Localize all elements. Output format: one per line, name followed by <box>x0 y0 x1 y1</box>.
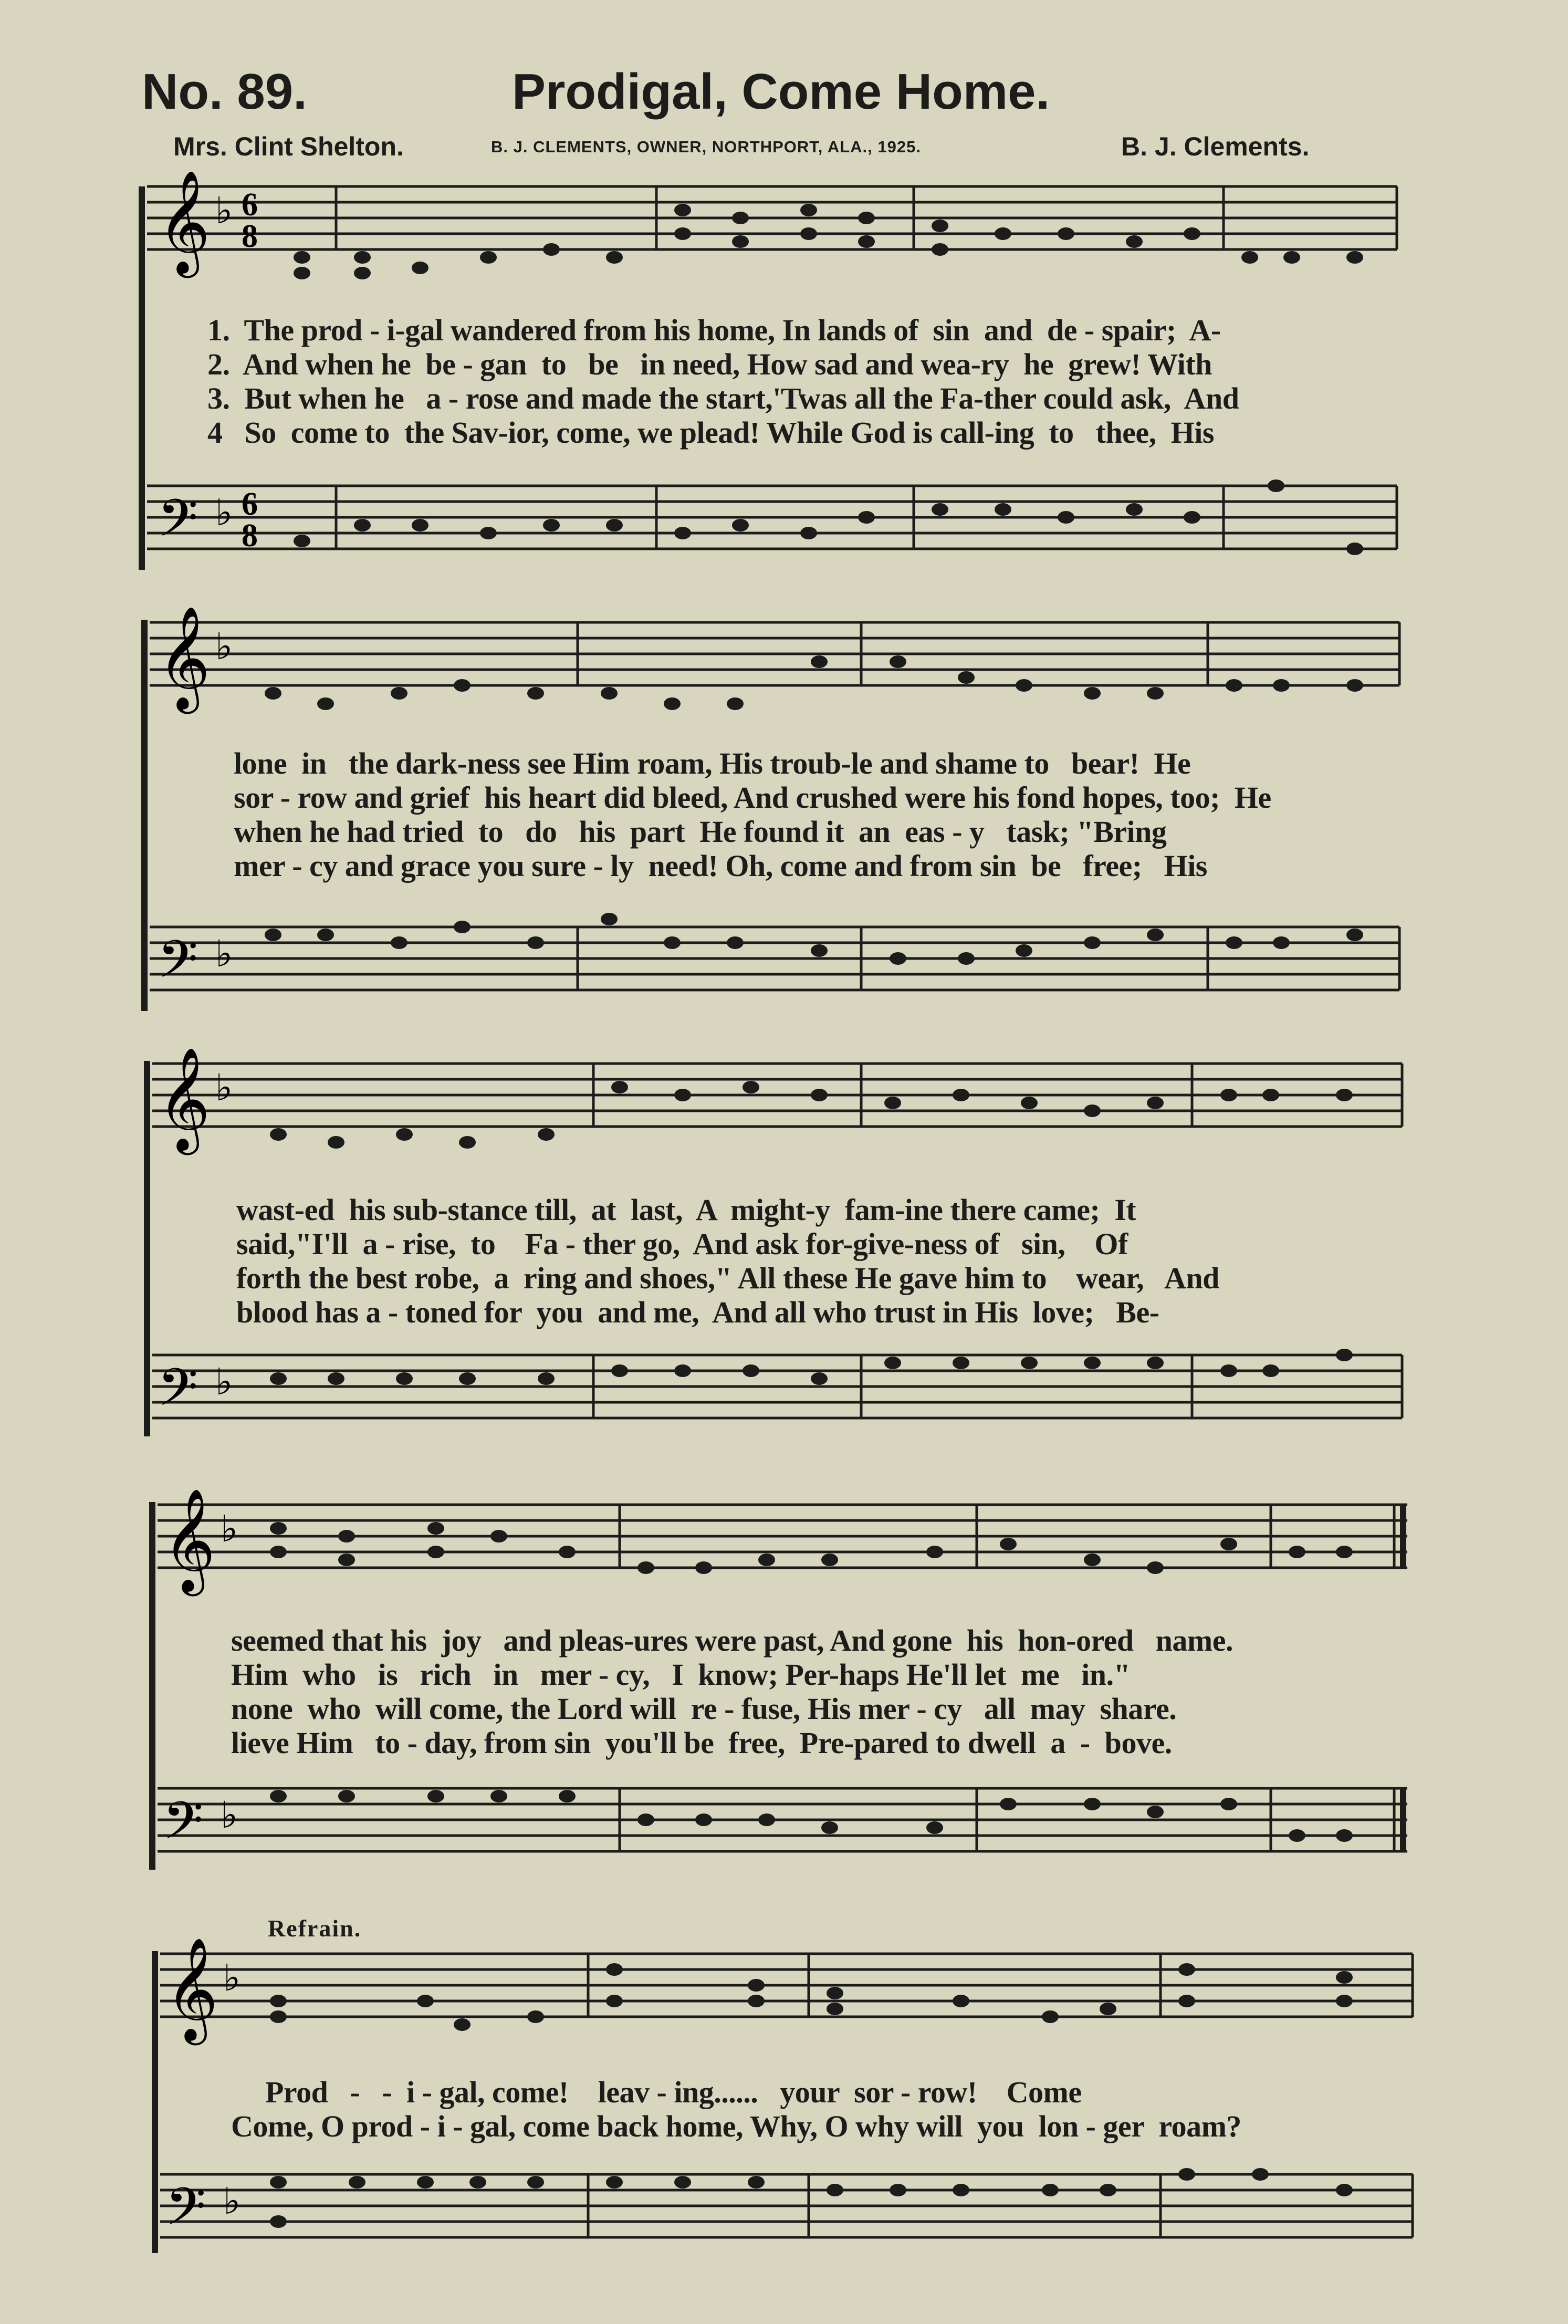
lyric-line: 2. And when he be - gan to be in need, How sad and wea-ry he grew! With <box>207 347 1212 381</box>
svg-text:♭: ♭ <box>215 627 233 668</box>
hymn-number: No. 89. <box>142 64 307 120</box>
lyric-line: wast-ed his sub-stance till, at last, A might-y fam-ine there came; It <box>236 1193 1136 1227</box>
lyricist-credit: Mrs. Clint Shelton. <box>173 132 404 161</box>
svg-text:6: 6 <box>242 187 258 223</box>
svg-text:♭: ♭ <box>215 493 233 534</box>
svg-text:8: 8 <box>242 218 258 254</box>
copyright-notice: B. J. CLEMENTS, OWNER, NORTHPORT, ALA., 1925. <box>491 138 921 156</box>
lyric-line: mer - cy and grace you sure - ly need! Oh, come and from sin be free; His <box>234 849 1207 883</box>
svg-text:6: 6 <box>242 486 258 522</box>
lyric-line: seemed that his joy and pleas-ures were past, And gone his hon-ored name. <box>231 1623 1233 1658</box>
svg-text:𝄢: 𝄢 <box>158 1358 198 1431</box>
svg-text:♭: ♭ <box>215 1068 233 1109</box>
lyric-line: lieve Him to - day, from sin you'll be free, Pre-pared to dwell a - bove. <box>231 1726 1172 1760</box>
svg-text:𝄞: 𝄞 <box>158 606 211 710</box>
svg-text:♭: ♭ <box>215 1362 233 1403</box>
hymn-title: Prodigal, Come Home. <box>512 64 1050 120</box>
lyric-line: forth the best robe, a ring and shoes," All these He gave him to wear, And <box>236 1261 1219 1295</box>
lyric-line: when he had tried to do his part He found it an eas - y task; "Bring <box>234 815 1167 849</box>
lyric-line: 1. The prod - i-gal wandered from his home, In lands of sin and de - spair; A- <box>207 313 1221 347</box>
svg-text:𝄢: 𝄢 <box>158 488 198 561</box>
svg-text:𝄢: 𝄢 <box>158 930 198 1003</box>
svg-text:♭: ♭ <box>221 1796 238 1836</box>
lyric-line: Him who is rich in mer - cy, I know; Per-haps He'll let me in." <box>231 1658 1131 1692</box>
svg-text:♭: ♭ <box>215 934 233 975</box>
refrain-label: Refrain. <box>268 1915 362 1942</box>
svg-text:♭: ♭ <box>223 1958 241 1999</box>
svg-text:𝄞: 𝄞 <box>165 1937 218 2041</box>
svg-text:♭: ♭ <box>215 191 233 232</box>
lyric-line: 3. But when he a - rose and made the start,'Twas all the Fa-ther could ask, And <box>207 381 1239 415</box>
lyric-line: Prod - - i - gal, come! leav - ing...... your sor - row! Come <box>265 2075 1082 2109</box>
lyric-line: sor - row and grief his heart did bleed, And crushed were his fond hopes, too; He <box>234 780 1271 815</box>
svg-text:8: 8 <box>242 518 258 554</box>
svg-text:𝄢: 𝄢 <box>165 2177 206 2250</box>
svg-text:𝄢: 𝄢 <box>163 1791 204 1864</box>
svg-text:♭: ♭ <box>223 2182 241 2222</box>
lyric-line: 4 So come to the Sav-ior, come, we plead! While God is call-ing to thee, His <box>207 415 1214 450</box>
svg-text:♭: ♭ <box>221 1509 238 1550</box>
lyric-line: said,"I'll a - rise, to Fa - ther go, And ask for-give-ness of sin, Of <box>236 1227 1128 1261</box>
lyric-line: none who will come, the Lord will re - fuse, His mer - cy all may share. <box>231 1692 1177 1726</box>
lyric-line: Come, O prod - i - gal, come back home, Why, O why will you lon - ger roam? <box>231 2109 1241 2143</box>
lyric-line: lone in the dark-ness see Him roam, His troub-le and shame to bear! He <box>234 746 1191 780</box>
svg-text:𝄞: 𝄞 <box>158 1047 211 1151</box>
lyric-line: blood has a - toned for you and me, And all who trust in His love; Be- <box>236 1295 1159 1329</box>
svg-text:𝄞: 𝄞 <box>158 170 211 274</box>
svg-text:𝄞: 𝄞 <box>163 1488 216 1592</box>
composer-credit: B. J. Clements. <box>1121 132 1310 161</box>
